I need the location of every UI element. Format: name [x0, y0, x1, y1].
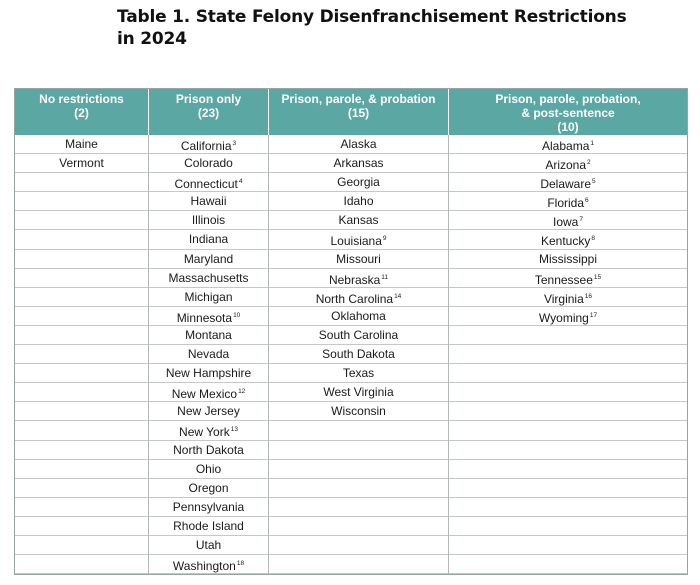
table-column-1 [15, 135, 149, 574]
table-cell [15, 345, 148, 364]
table-cell [269, 173, 448, 192]
table-cell [449, 173, 687, 192]
table-cell [269, 498, 448, 517]
table-cell [449, 536, 687, 555]
state-name: Florida [547, 196, 585, 211]
column-header-line: (10) [557, 120, 579, 134]
column-header-1 [15, 89, 149, 135]
state-name: Michigan [184, 289, 233, 304]
column-header-line: No restrictions [39, 92, 124, 106]
table-cell [15, 135, 148, 154]
table-cell [15, 421, 148, 440]
table-cell [149, 345, 268, 364]
state-name: Wyoming [538, 310, 589, 325]
column-header-3 [269, 89, 449, 135]
table-cell [149, 192, 268, 211]
table-cell [149, 269, 268, 288]
footnote-marker: 13 [230, 426, 238, 434]
state-name: Oregon [188, 480, 229, 495]
state-name: Maryland [183, 251, 234, 266]
state-name: Idaho [343, 194, 374, 209]
state-name: Arkansas [333, 156, 384, 171]
table-cell [15, 517, 148, 536]
table-cell [449, 364, 687, 383]
table-cell [269, 192, 448, 211]
table-cell [269, 479, 448, 498]
footnote-marker: 10 [233, 311, 241, 319]
state-name: Massachusetts [168, 270, 249, 285]
table-cell [269, 154, 448, 173]
table-cell [449, 383, 687, 402]
table-cell [449, 345, 687, 364]
table-cell [149, 421, 268, 440]
state-name: Kansas [338, 213, 379, 228]
footnote-marker: 3 [232, 140, 237, 147]
table-cell [149, 536, 268, 555]
table-cell [269, 211, 448, 230]
table-cell [15, 460, 148, 479]
footnote-marker: 14 [394, 292, 402, 300]
table-cell [149, 326, 268, 345]
table-cell [149, 383, 268, 402]
table-title-line-1: Table 1. State Felony Disenfranchisement Restrictions [117, 7, 627, 27]
footnote-marker: 18 [236, 560, 245, 568]
table-cell [15, 173, 148, 192]
table-cell [15, 479, 148, 498]
table-column-3 [269, 135, 449, 574]
table-cell [149, 288, 268, 307]
state-name: Illinois [191, 213, 226, 228]
state-name: Montana [185, 327, 232, 342]
state-name: Virginia [543, 291, 584, 306]
table-cell [15, 288, 148, 307]
state-name: Maine [65, 137, 98, 151]
state-name: Colorado [184, 156, 233, 171]
table-cell [449, 498, 687, 517]
footnote-marker: 1 [590, 140, 594, 147]
footnote-marker: 9 [382, 235, 387, 243]
table-cell [269, 421, 448, 440]
table-cell [149, 173, 268, 192]
state-name: North Carolina [315, 291, 394, 306]
table-cell [15, 326, 148, 345]
table-cell [269, 250, 448, 269]
state-name: North Dakota [173, 442, 244, 457]
state-name: Alabama [542, 139, 590, 153]
state-name: Mississippi [538, 251, 597, 266]
state-name: Utah [195, 537, 222, 552]
state-name: Tennessee [534, 272, 593, 287]
table-cell [269, 269, 448, 288]
table-cell [15, 498, 148, 517]
table-header-row [15, 89, 687, 135]
table-cell [15, 269, 148, 288]
table-cell [15, 250, 148, 269]
state-name: South Carolina [318, 327, 399, 342]
table-cell [269, 230, 448, 249]
table-cell [449, 211, 687, 230]
table-cell [149, 555, 268, 574]
table-cell [15, 211, 148, 230]
table-cell [449, 154, 687, 173]
table-cell [149, 154, 268, 173]
table-cell [269, 135, 448, 154]
table-title-line-2: in 2024 [117, 29, 187, 49]
table-cell [449, 307, 687, 326]
table-cell [449, 441, 687, 460]
table-cell [149, 307, 268, 326]
column-header-line: (23) [197, 106, 220, 120]
column-header-line: (2) [74, 106, 89, 120]
table-column-4 [449, 135, 687, 574]
state-name: Hawaii [190, 194, 227, 209]
table-cell [15, 307, 148, 326]
table-cell [269, 326, 448, 345]
table-cell [449, 192, 687, 211]
table-cell [15, 555, 148, 574]
state-name: Minnesota [176, 310, 233, 325]
footnote-marker: 5 [592, 178, 596, 186]
table-cell [449, 250, 687, 269]
state-name: Nevada [187, 347, 230, 362]
state-name: Ohio [195, 461, 222, 476]
state-name: Washington [172, 559, 236, 574]
state-name: Connecticut [174, 177, 238, 192]
table-cell [269, 555, 448, 574]
table-cell [15, 536, 148, 555]
state-name: Oklahoma [331, 308, 386, 323]
column-header-line: & post-sentence [521, 106, 615, 120]
table-cell [449, 269, 687, 288]
state-name: Pennsylvania [172, 499, 245, 514]
table-cell [15, 192, 148, 211]
table-cell [449, 288, 687, 307]
column-header-line: Prison, parole, & probation [281, 92, 436, 106]
table-cell [149, 460, 268, 479]
table-cell [15, 402, 148, 421]
table-cell [149, 479, 268, 498]
table-cell [149, 364, 268, 383]
footnote-marker: 12 [238, 388, 246, 396]
table-cell [15, 154, 148, 173]
footnote-marker: 11 [381, 273, 389, 281]
footnote-marker: 8 [591, 235, 595, 243]
state-name: Iowa [553, 215, 579, 230]
state-name: Georgia [337, 175, 380, 190]
state-name: New York [179, 425, 230, 440]
column-header-4 [449, 89, 687, 135]
table-cell [15, 383, 148, 402]
table-cell [269, 402, 448, 421]
table-cell [149, 211, 268, 230]
state-name: West Virginia [323, 385, 394, 400]
table-cell [449, 555, 687, 574]
table-cell [269, 536, 448, 555]
state-name: New Hampshire [165, 366, 252, 381]
table-cell [269, 517, 448, 536]
state-name: Kentucky [541, 234, 591, 249]
state-name: Vermont [59, 156, 104, 171]
state-name: Texas [342, 366, 375, 381]
table-cell [269, 441, 448, 460]
table-title [117, 6, 677, 50]
state-name: Rhode Island [173, 518, 244, 533]
table-cell [149, 250, 268, 269]
state-name: South Dakota [322, 347, 395, 362]
footnote-marker: 7 [579, 216, 583, 224]
column-header-line: Prison only [175, 92, 242, 106]
footnote-marker: 16 [584, 292, 593, 300]
state-name: Missouri [336, 251, 381, 266]
table-cell [449, 479, 687, 498]
table-cell [149, 498, 268, 517]
footnote-marker: 4 [238, 178, 243, 186]
table-cell [449, 517, 687, 536]
table-cell [15, 441, 148, 460]
table-cell [449, 230, 687, 249]
column-header-line: (15) [347, 106, 370, 120]
table-cell [149, 441, 268, 460]
table-cell [149, 402, 268, 421]
table-cell [269, 383, 448, 402]
state-name: New Jersey [177, 404, 240, 419]
state-name: Nebraska [328, 272, 381, 287]
state-name: Arizona [545, 158, 587, 173]
state-name: California [180, 139, 232, 153]
table-cell [149, 517, 268, 536]
table-cell [269, 307, 448, 326]
table-cell [269, 460, 448, 479]
table-cell [269, 345, 448, 364]
footnote-marker: 17 [589, 311, 598, 319]
table-cell [15, 364, 148, 383]
state-name: Delaware [540, 177, 592, 192]
footnote-marker: 15 [593, 273, 602, 281]
table-cell [449, 326, 687, 345]
table-cell [449, 460, 687, 479]
table-cell [15, 230, 148, 249]
footnote-marker: 6 [585, 197, 589, 205]
footnote-marker: 2 [587, 159, 591, 167]
table-cell [149, 230, 268, 249]
table-cell [449, 421, 687, 440]
state-name: Wisconsin [331, 404, 386, 419]
table-body [15, 135, 687, 574]
table-cell [449, 402, 687, 421]
state-name: Louisiana [330, 234, 382, 249]
table-column-2 [149, 135, 269, 574]
state-name: Alaska [340, 137, 377, 151]
column-header-2 [149, 89, 269, 135]
column-header-line: Prison, parole, probation, [495, 92, 641, 106]
state-name: New Mexico [171, 387, 238, 402]
disenfranchisement-table [14, 88, 688, 575]
table-cell [149, 135, 268, 154]
table-cell [269, 364, 448, 383]
table-cell [269, 288, 448, 307]
table-cell [449, 135, 687, 154]
state-name: Indiana [188, 232, 229, 247]
